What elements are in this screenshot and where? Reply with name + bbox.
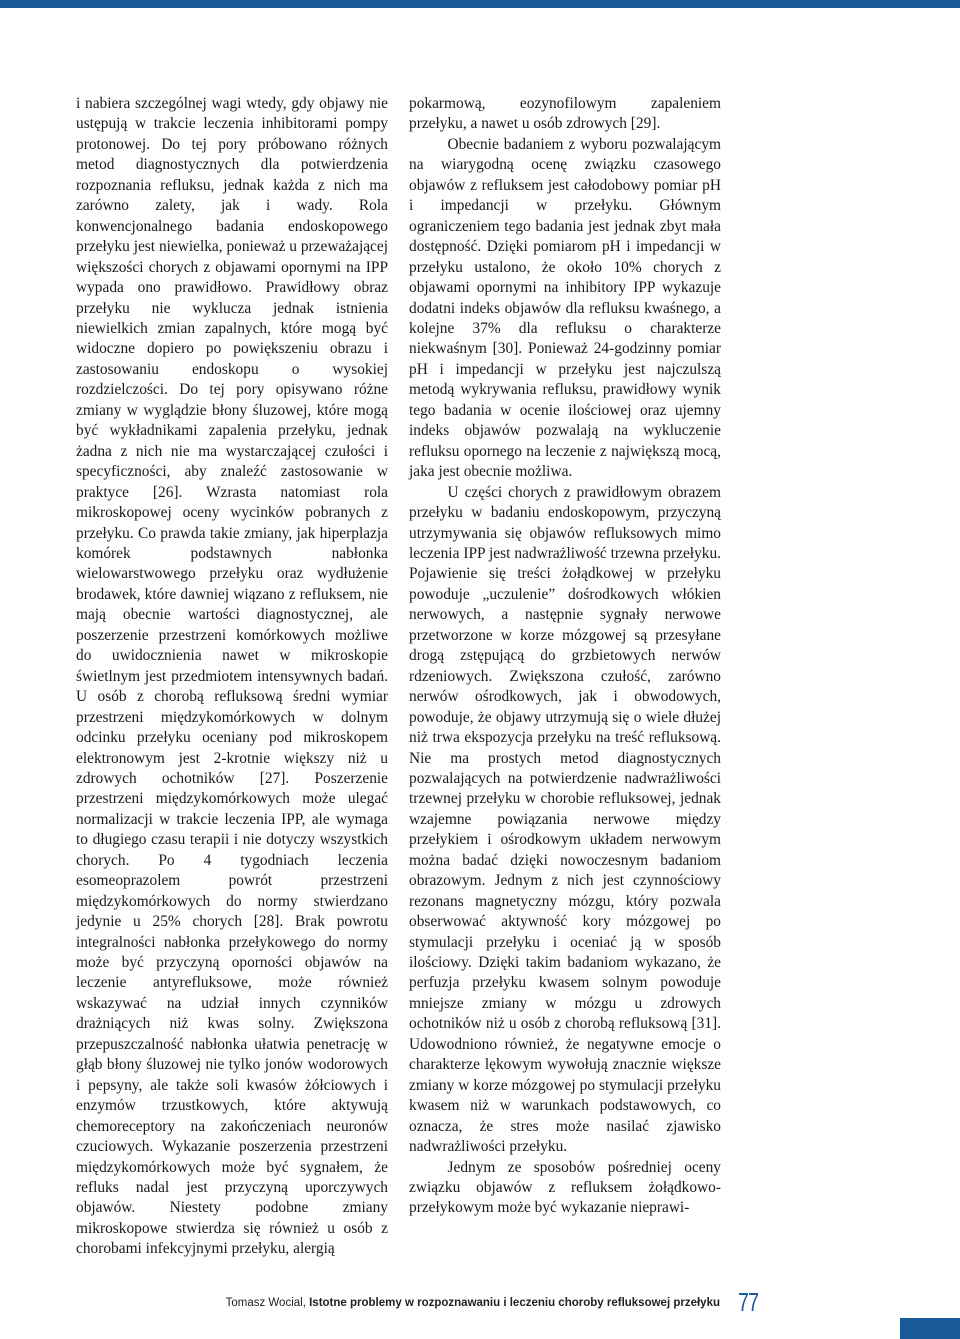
body-paragraph: pokarmową, eozynofilowym zapaleniem przełyku, a nawet u osób zdrowych [29]. xyxy=(409,95,721,133)
body-paragraph: i nabiera szczególnej wagi wtedy, gdy objawy nie ustępują w trakcie leczenia inhibitorami pompy protonowej. Do tej pory próbowano różnych metod diagnostycznych dla potwierdzenia rozpoznania refluksu, jednak każda z nich ma zarówno zalety, jak i wady. Rola konwencjonalnego badania endoskopowego przełyku jest niewielka, ponieważ u przeważającej większości chorych z objawami opornymi na IPP wypada ono prawidłowo. Prawidłowy obraz przełyku nie wyklucza jednak istnienia niewielkich zmian zapalnych, które mogą być widoczne dopiero po powiększeniu obrazu i zastosowaniu endoskopu o wysokiej rozdzielczości. Do tej pory opisywano różne zmiany w wyglądzie błony śluzowej, które mogą być wykładnikami zapalenia przełyku, jednak żadna z nich nie ma wystarczającej czułości i specyficzności, aby znaleźć zastosowanie w praktyce [26]. Wzrasta natomiast rola mikroskopowej oceny wycinków pobranych z przełyku. Co prawda takie zmiany, jak hiperplazja komórek podstawnych nabłonka wielowarstwowego przełyku oraz wydłużenie brodawek, które dawniej wiązano z refluksem, nie mają obecnie wartości diagnostycznej, ale poszerzenie przestrzeni komórkowych możliwe do uwidocznienia nawet w mikroskopie świetlnym jest przedmiotem intensywnych badań. U osób z chorobą refluksową średni wymiar przestrzeni międzykomórkowych w dolnym odcinku przełyku oceniany pod mikroskopem elektronowym jest 2-krotnie większy niż u zdrowych ochotników [27]. Poszerzenie przestrzeni międzykomórkowych może ulegać normalizacji w trakcie leczenia IPP, ale wymaga to długiego czasu terapii i nie dotyczy wszystkich chorych. Po 4 tygodniach leczenia esomeoprazolem powrót przestrzeni międzykomórkowych do normy stwierdzano jedynie u 25% chorych [28]. Brak powrotu integralności nabłonka przełykowego do normy może być przyczyną oporności objawów na leczenie antyrefluksowe, może również wskazywać na udział innych czynników drażniących niż kwas solny. Zwiększona przepuszczalność nabłonka ułatwia penetrację w głąb błony śluzowej nie tylko jonów wodorowych i pepsyny, ale także soli kwasów żółciowych i enzymów trzustkowych, które aktywują chemoreceptory na zakończeniach neuronów czuciowych. Wykazanie poszerzenia przestrzeni międzykomórkowych może być sygnałem, że refluks nadal jest przyczyną uporczywych objawów. Niestety podobne zmiany mikroskopowe stwierdza się również u osób z chorobami infekcyjnymi przełyku, alergią xyxy=(76,95,388,1258)
body-paragraph: Obecnie badaniem z wyboru pozwalającym na wiarygodną ocenę związku czasowego objawów z refluksem jest całodobowy pomiar pH i impedancji w przełyku. Głównym ograniczeniem tego badania jest jednak zbyt mała dostępność. Dzięki pomiarom pH i impedancji w przełyku ustalono, że około 10% chorych z objawami opornymi na inhibitory IPP wykazuje dodatni indeks objawów dla refluksu kwaśnego, a kolejne 37% dla refluksu o charakterze niekwaśnym [30]. Ponieważ 24-godzinny pomiar pH i impedancji w przełyku jest najczulszą metodą wykrywania refluksu, prawidłowy wynik tego badania w ocenie ilościowej oraz ujemny indeks objawów pozwalają na wykluczenie refluksu opornego na leczenie z największą mocą, jaka jest obecnie możliwa. xyxy=(409,135,721,481)
footer-article-title: Istotne problemy w rozpoznawaniu i leczeniu choroby refluksowej przełyku xyxy=(309,1297,720,1309)
left-text-column xyxy=(76,94,388,1260)
right-text-column xyxy=(409,94,721,1219)
top-accent-bar xyxy=(0,0,960,8)
footer-author: Tomasz Wocial, xyxy=(225,1297,310,1309)
running-footer xyxy=(150,1297,720,1309)
body-paragraph: Jednym ze sposobów pośredniej oceny związku objawów z refluksem żołądkowo-przełykowym może być wykazanie nieprawi- xyxy=(409,1158,721,1217)
page-number: 77 xyxy=(738,1287,759,1317)
corner-accent-strip xyxy=(900,1318,960,1339)
body-paragraph: U części chorych z prawidłowym obrazem przełyku w badaniu endoskopowym, przyczyną utrzymywania się objawów refluksowych mimo leczenia IPP jest nadwrażliwość trzewna przełyku. Pojawienie się treści żołądkowej w przełyku powoduje „uczulenie” dośrodkowych włókien nerwowych, a następnie sygnały nerwowe przetworzone w korze mózgowej są przesyłane drogą zstępującą do grzbietowych nerwów rdzeniowych. Zwiększona czułość, zarówno nerwów ośrodkowych, jak i obwodowych, powoduje, że objawy utrzymują się o wiele dłużej niż trwa ekspozycja przełyku na treść refluksową. Nie ma prostych metod diagnostycznych pozwalających na potwierdzenie nadwrażliwości trzewnej przełyku w chorobie refluksowej, jednak wzajemne powiązania nerwowe między przełykiem i ośrodkowym układem nerwowym można badać dzięki nowoczesnym badaniom obrazowym. Jednym z nich jest czynnościowy rezonans magnetyczny mózgu, który pozwala obserwować aktywność kory mózgowej po stymulacji przełyku i oceniać ją w sposób ilościowy. Dzięki takim badaniom wykazano, że perfuzja przełyku kwasem solnym powoduje mniejsze zmiany w mózgu u zdrowych ochotników niż u osób z chorobą refluksową [31]. Udowodniono również, że negatywne emocje o charakterze lękowym wywołują znacznie większe zmiany w korze mózgowej po stymulacji przełyku kwasem niż w warunkach podstawowych, co oznacza, że stres może nasilać zjawisko nadwrażliwości przełyku. xyxy=(409,483,721,1156)
